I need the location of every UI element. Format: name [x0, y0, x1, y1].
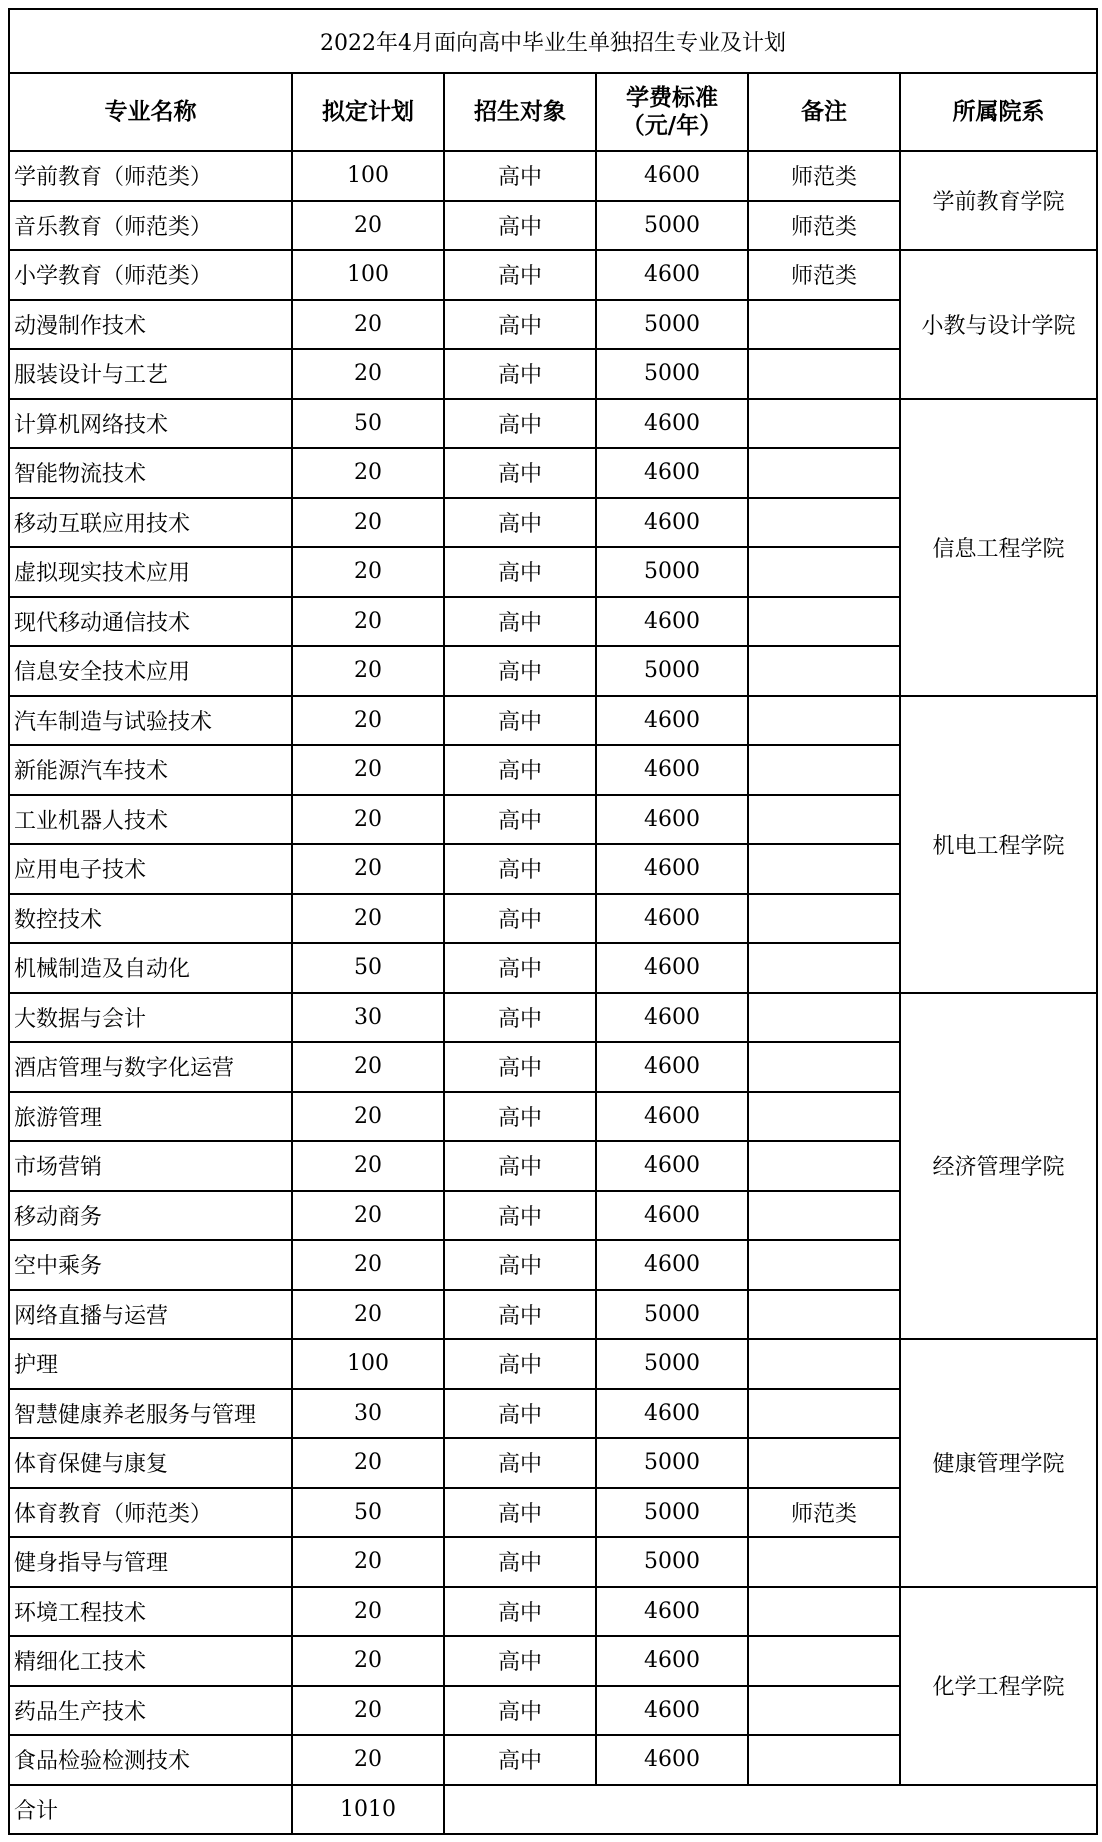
- tuition-cell: 5000: [596, 1488, 748, 1538]
- enrollment-target-cell: 高中: [444, 844, 596, 894]
- enrollment-target-cell: 高中: [444, 1636, 596, 1686]
- major-name-cell: 环境工程技术: [9, 1587, 292, 1637]
- remarks-cell: [748, 1735, 900, 1785]
- enrollment-target-cell: 高中: [444, 1438, 596, 1488]
- major-name-cell: 工业机器人技术: [9, 795, 292, 845]
- tuition-cell: 5000: [596, 201, 748, 251]
- remarks-cell: 师范类: [748, 151, 900, 201]
- total-empty-cell: [444, 1785, 1097, 1835]
- tuition-cell: 4600: [596, 151, 748, 201]
- tuition-cell: 4600: [596, 696, 748, 746]
- table-row: [9, 993, 1097, 1043]
- enrollment-target-cell: 高中: [444, 1339, 596, 1389]
- department-cell: 化学工程学院: [900, 1587, 1097, 1785]
- remarks-cell: [748, 745, 900, 795]
- planned-quota-cell: 30: [292, 993, 444, 1043]
- remarks-cell: 师范类: [748, 250, 900, 300]
- tuition-cell: 4600: [596, 1587, 748, 1637]
- header-department: 所属院系: [900, 73, 1097, 151]
- remarks-cell: [748, 795, 900, 845]
- total-label: 合计: [9, 1785, 292, 1835]
- planned-quota-cell: 20: [292, 1438, 444, 1488]
- major-name-cell: 移动互联应用技术: [9, 498, 292, 548]
- tuition-cell: 4600: [596, 448, 748, 498]
- planned-quota-cell: 20: [292, 547, 444, 597]
- remarks-cell: [748, 1636, 900, 1686]
- enrollment-target-cell: 高中: [444, 448, 596, 498]
- remarks-cell: [748, 448, 900, 498]
- enrollment-target-cell: 高中: [444, 201, 596, 251]
- department-cell: 学前教育学院: [900, 151, 1097, 250]
- major-name-cell: 服装设计与工艺: [9, 349, 292, 399]
- remarks-cell: [748, 547, 900, 597]
- major-name-cell: 虚拟现实技术应用: [9, 547, 292, 597]
- enrollment-target-cell: 高中: [444, 349, 596, 399]
- tuition-cell: 4600: [596, 597, 748, 647]
- planned-quota-cell: 50: [292, 399, 444, 449]
- remarks-cell: [748, 844, 900, 894]
- planned-quota-cell: 20: [292, 1636, 444, 1686]
- enrollment-target-cell: 高中: [444, 1290, 596, 1340]
- major-name-cell: 酒店管理与数字化运营: [9, 1042, 292, 1092]
- department-cell: 经济管理学院: [900, 993, 1097, 1340]
- major-name-cell: 护理: [9, 1339, 292, 1389]
- table-title: 2022年4月面向高中毕业生单独招生专业及计划: [9, 9, 1097, 73]
- enrollment-plan-table: [8, 8, 1098, 1835]
- remarks-cell: [748, 300, 900, 350]
- major-name-cell: 药品生产技术: [9, 1686, 292, 1736]
- remarks-cell: [748, 399, 900, 449]
- remarks-cell: [748, 1537, 900, 1587]
- tuition-cell: 4600: [596, 1092, 748, 1142]
- enrollment-target-cell: 高中: [444, 399, 596, 449]
- table-row: [9, 250, 1097, 300]
- table-row: [9, 399, 1097, 449]
- tuition-cell: 4600: [596, 1686, 748, 1736]
- planned-quota-cell: 20: [292, 745, 444, 795]
- major-name-cell: 动漫制作技术: [9, 300, 292, 350]
- remarks-cell: [748, 349, 900, 399]
- enrollment-target-cell: 高中: [444, 1537, 596, 1587]
- enrollment-target-cell: 高中: [444, 1488, 596, 1538]
- table-row: [9, 151, 1097, 201]
- tuition-cell: 4600: [596, 1191, 748, 1241]
- enrollment-target-cell: 高中: [444, 696, 596, 746]
- header-planned-quota: 拟定计划: [292, 73, 444, 151]
- enrollment-target-cell: 高中: [444, 1141, 596, 1191]
- planned-quota-cell: 100: [292, 250, 444, 300]
- enrollment-target-cell: 高中: [444, 894, 596, 944]
- tuition-cell: 5000: [596, 1537, 748, 1587]
- tuition-cell: 5000: [596, 1438, 748, 1488]
- major-name-cell: 移动商务: [9, 1191, 292, 1241]
- planned-quota-cell: 20: [292, 597, 444, 647]
- remarks-cell: [748, 1438, 900, 1488]
- planned-quota-cell: 20: [292, 1735, 444, 1785]
- enrollment-target-cell: 高中: [444, 1042, 596, 1092]
- enrollment-target-cell: 高中: [444, 1191, 596, 1241]
- tuition-cell: 4600: [596, 894, 748, 944]
- major-name-cell: 现代移动通信技术: [9, 597, 292, 647]
- planned-quota-cell: 20: [292, 1191, 444, 1241]
- enrollment-target-cell: 高中: [444, 151, 596, 201]
- remarks-cell: [748, 1240, 900, 1290]
- tuition-cell: 5000: [596, 1290, 748, 1340]
- planned-quota-cell: 20: [292, 646, 444, 696]
- enrollment-target-cell: 高中: [444, 1092, 596, 1142]
- major-name-cell: 学前教育（师范类）: [9, 151, 292, 201]
- table-row: [9, 1587, 1097, 1637]
- major-name-cell: 应用电子技术: [9, 844, 292, 894]
- tuition-cell: 4600: [596, 745, 748, 795]
- major-name-cell: 空中乘务: [9, 1240, 292, 1290]
- enrollment-target-cell: 高中: [444, 1735, 596, 1785]
- enrollment-target-cell: 高中: [444, 795, 596, 845]
- planned-quota-cell: 20: [292, 1240, 444, 1290]
- enrollment-target-cell: 高中: [444, 943, 596, 993]
- planned-quota-cell: 20: [292, 201, 444, 251]
- tuition-cell: 4600: [596, 1141, 748, 1191]
- enrollment-target-cell: 高中: [444, 1389, 596, 1439]
- remarks-cell: [748, 993, 900, 1043]
- enrollment-target-cell: 高中: [444, 1686, 596, 1736]
- major-name-cell: 智慧健康养老服务与管理: [9, 1389, 292, 1439]
- planned-quota-cell: 20: [292, 696, 444, 746]
- remarks-cell: [748, 1042, 900, 1092]
- planned-quota-cell: 20: [292, 1092, 444, 1142]
- major-name-cell: 市场营销: [9, 1141, 292, 1191]
- remarks-cell: [748, 1686, 900, 1736]
- enrollment-target-cell: 高中: [444, 498, 596, 548]
- enrollment-target-cell: 高中: [444, 993, 596, 1043]
- major-name-cell: 数控技术: [9, 894, 292, 944]
- remarks-cell: [748, 1389, 900, 1439]
- remarks-cell: [748, 1290, 900, 1340]
- major-name-cell: 精细化工技术: [9, 1636, 292, 1686]
- tuition-cell: 4600: [596, 795, 748, 845]
- tuition-cell: 4600: [596, 250, 748, 300]
- remarks-cell: [748, 1587, 900, 1637]
- planned-quota-cell: 20: [292, 300, 444, 350]
- enrollment-target-cell: 高中: [444, 547, 596, 597]
- tuition-cell: 4600: [596, 1735, 748, 1785]
- total-value: 1010: [292, 1785, 444, 1835]
- tuition-cell: 5000: [596, 349, 748, 399]
- remarks-cell: [748, 1191, 900, 1241]
- tuition-cell: 4600: [596, 399, 748, 449]
- enrollment-target-cell: 高中: [444, 1240, 596, 1290]
- tuition-cell: 4600: [596, 943, 748, 993]
- enrollment-target-cell: 高中: [444, 597, 596, 647]
- department-cell: 健康管理学院: [900, 1339, 1097, 1587]
- header-major-name: 专业名称: [9, 73, 292, 151]
- major-name-cell: 体育保健与康复: [9, 1438, 292, 1488]
- tuition-cell: 5000: [596, 646, 748, 696]
- planned-quota-cell: 20: [292, 1587, 444, 1637]
- planned-quota-cell: 20: [292, 1290, 444, 1340]
- planned-quota-cell: 20: [292, 1686, 444, 1736]
- planned-quota-cell: 50: [292, 943, 444, 993]
- major-name-cell: 健身指导与管理: [9, 1537, 292, 1587]
- header-enrollment-target: 招生对象: [444, 73, 596, 151]
- tuition-cell: 5000: [596, 300, 748, 350]
- enrollment-target-cell: 高中: [444, 745, 596, 795]
- remarks-cell: [748, 1092, 900, 1142]
- tuition-cell: 5000: [596, 1339, 748, 1389]
- table-row: [9, 696, 1097, 746]
- planned-quota-cell: 100: [292, 151, 444, 201]
- planned-quota-cell: 20: [292, 349, 444, 399]
- planned-quota-cell: 50: [292, 1488, 444, 1538]
- planned-quota-cell: 20: [292, 448, 444, 498]
- remarks-cell: [748, 696, 900, 746]
- remarks-cell: [748, 894, 900, 944]
- department-cell: 信息工程学院: [900, 399, 1097, 696]
- planned-quota-cell: 20: [292, 795, 444, 845]
- total-row: [9, 1785, 1097, 1835]
- planned-quota-cell: 30: [292, 1389, 444, 1439]
- remarks-cell: 师范类: [748, 1488, 900, 1538]
- tuition-cell: 4600: [596, 1240, 748, 1290]
- tuition-cell: 4600: [596, 993, 748, 1043]
- tuition-cell: 4600: [596, 1389, 748, 1439]
- tuition-cell: 5000: [596, 547, 748, 597]
- major-name-cell: 大数据与会计: [9, 993, 292, 1043]
- enrollment-target-cell: 高中: [444, 646, 596, 696]
- planned-quota-cell: 20: [292, 894, 444, 944]
- major-name-cell: 音乐教育（师范类）: [9, 201, 292, 251]
- remarks-cell: [748, 646, 900, 696]
- major-name-cell: 机械制造及自动化: [9, 943, 292, 993]
- tuition-cell: 4600: [596, 1636, 748, 1686]
- header-tuition-line2: （元/年）: [621, 112, 723, 139]
- planned-quota-cell: 100: [292, 1339, 444, 1389]
- major-name-cell: 小学教育（师范类）: [9, 250, 292, 300]
- remarks-cell: 师范类: [748, 201, 900, 251]
- tuition-cell: 4600: [596, 1042, 748, 1092]
- remarks-cell: [748, 597, 900, 647]
- table-row: [9, 1339, 1097, 1389]
- remarks-cell: [748, 943, 900, 993]
- planned-quota-cell: 20: [292, 1537, 444, 1587]
- remarks-cell: [748, 498, 900, 548]
- enrollment-target-cell: 高中: [444, 1587, 596, 1637]
- tuition-cell: 4600: [596, 498, 748, 548]
- major-name-cell: 旅游管理: [9, 1092, 292, 1142]
- remarks-cell: [748, 1339, 900, 1389]
- enrollment-target-cell: 高中: [444, 300, 596, 350]
- planned-quota-cell: 20: [292, 1042, 444, 1092]
- major-name-cell: 新能源汽车技术: [9, 745, 292, 795]
- planned-quota-cell: 20: [292, 844, 444, 894]
- planned-quota-cell: 20: [292, 498, 444, 548]
- enrollment-target-cell: 高中: [444, 250, 596, 300]
- major-name-cell: 智能物流技术: [9, 448, 292, 498]
- header-tuition-line1: 学费标准: [626, 84, 718, 111]
- major-name-cell: 网络直播与运营: [9, 1290, 292, 1340]
- planned-quota-cell: 20: [292, 1141, 444, 1191]
- department-cell: 小教与设计学院: [900, 250, 1097, 399]
- header-tuition: [596, 73, 748, 151]
- major-name-cell: 计算机网络技术: [9, 399, 292, 449]
- major-name-cell: 食品检验检测技术: [9, 1735, 292, 1785]
- department-cell: 机电工程学院: [900, 696, 1097, 993]
- remarks-cell: [748, 1141, 900, 1191]
- major-name-cell: 体育教育（师范类）: [9, 1488, 292, 1538]
- tuition-cell: 4600: [596, 844, 748, 894]
- major-name-cell: 汽车制造与试验技术: [9, 696, 292, 746]
- header-remarks: 备注: [748, 73, 900, 151]
- major-name-cell: 信息安全技术应用: [9, 646, 292, 696]
